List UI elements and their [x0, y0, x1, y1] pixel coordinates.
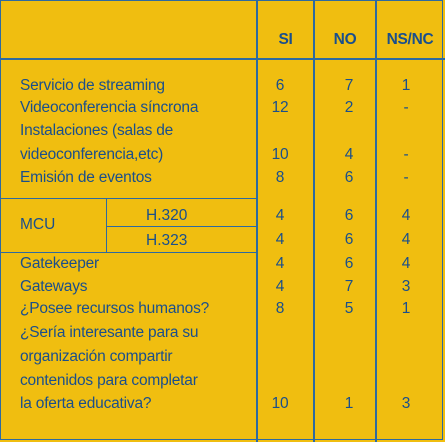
cell-no: 1 — [344, 395, 354, 412]
mcu-label: MCU — [20, 216, 56, 233]
cell-no: 7 — [344, 77, 354, 94]
header-si: SI — [278, 31, 293, 48]
row-label: contenidos para completar — [20, 372, 198, 389]
cell-nsnc: - — [403, 99, 409, 116]
cell-no: 4 — [344, 146, 354, 163]
cell-si: 10 — [271, 146, 289, 163]
row-label: organización compartir — [20, 348, 173, 365]
cell-si: 8 — [275, 300, 285, 317]
header-nsnc: NS/NC — [386, 31, 434, 48]
cell-no: 5 — [344, 300, 354, 317]
cell-no: 2 — [344, 99, 354, 116]
cell-nsnc: 1 — [401, 300, 411, 317]
cell-si: 4 — [275, 278, 285, 295]
cell-nsnc: 3 — [401, 278, 411, 295]
cell-si: 8 — [275, 169, 285, 186]
row-label: Videoconferencia síncrona — [20, 99, 199, 116]
header-no: NO — [333, 31, 357, 48]
cell-no: 6 — [344, 207, 354, 224]
cell-no: 6 — [344, 255, 354, 272]
row-label: ¿Sería interesante para su — [20, 324, 199, 341]
row-label: la oferta educativa? — [20, 395, 152, 412]
row-label: videoconferencia,etc) — [20, 146, 164, 163]
cell-nsnc: 4 — [401, 207, 411, 224]
row-label: ¿Posee recursos humanos? — [20, 300, 210, 317]
cell-si: 12 — [271, 99, 289, 116]
cell-nsnc: 4 — [401, 255, 411, 272]
protocol-label-h323: H.323 — [146, 232, 188, 249]
row-label: Servicio de streaming — [20, 77, 165, 94]
cell-si: 4 — [275, 207, 285, 224]
cell-si: 4 — [275, 255, 285, 272]
row-label: Gatekeeper — [20, 255, 99, 272]
cell-nsnc: 1 — [401, 77, 411, 94]
cell-nsnc: - — [403, 146, 409, 163]
column-divider-no — [313, 0, 315, 442]
cell-si: 6 — [275, 77, 285, 94]
row-label: Gateways — [20, 278, 88, 295]
protocol-label-h320: H.320 — [146, 207, 188, 224]
mcu-mid-divider — [106, 226, 258, 227]
mcu-divider — [106, 198, 107, 252]
mcu-top-border — [0, 198, 258, 199]
column-divider-nsnc — [375, 0, 377, 442]
cell-nsnc: 3 — [401, 395, 411, 412]
cell-no: 6 — [344, 231, 354, 248]
cell-nsnc: 4 — [401, 231, 411, 248]
header-divider — [0, 58, 445, 60]
cell-no: 6 — [344, 169, 354, 186]
cell-no: 7 — [344, 278, 354, 295]
cell-si: 4 — [275, 231, 285, 248]
row-label: Instalaciones (salas de — [20, 122, 174, 139]
row-label: Emisión de eventos — [20, 169, 152, 186]
cell-nsnc: - — [403, 169, 409, 186]
cell-si: 10 — [271, 395, 289, 412]
column-divider-si — [256, 0, 258, 442]
